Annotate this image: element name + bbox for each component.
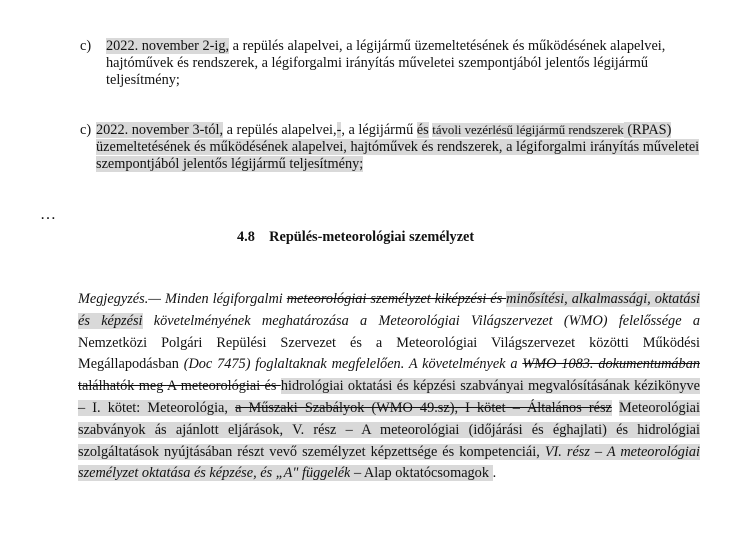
section-heading: 4.8 Repülés-meteorológiai személyzet <box>237 229 475 245</box>
text-segment: a repülés alapelvei, a légijármű üzemeltetésének és működésének alapelvei, hajtóművek és rendszerek, a légiforgalmi irányítás műveletei szempontjából jelentős légijármű teljesítmény; <box>106 38 666 88</box>
note-paragraph <box>78 289 700 485</box>
highlighted-text: távoli vezérlésű légijármű rendszerek <box>432 123 624 137</box>
deleted-text: WMO 1083. dokumentumában <box>522 356 700 373</box>
deleted-text: meteorológiai személyzet kiképzési és <box>286 291 507 307</box>
text-segment: Nemzetközi Polgári Repülési Szervezet és a Meteorológiai Világszervezet közötti Működési Megállapodásban <box>78 334 700 373</box>
deleted-text: találhatók meg <box>78 378 167 395</box>
text-segment: . <box>492 465 497 482</box>
deleted-text: a Műszaki Szabályok (WMO 49.sz), I kötet – Általános rész <box>235 399 612 416</box>
item-text <box>86 122 710 173</box>
highlighted-text: 2022. november 3-tól, <box>96 122 224 138</box>
item-text <box>106 38 710 89</box>
ellipsis: … <box>40 206 57 223</box>
deleted-text: A meteorológiai és <box>166 378 281 395</box>
list-item-c-until-nov2 <box>80 38 710 89</box>
text-segment <box>612 400 619 416</box>
text-segment: , a légijármű <box>341 122 417 138</box>
text-segment: (Doc 7475) foglaltaknak megfelelően. A követelmények a <box>183 356 523 373</box>
highlighted-text: VI. rész – A meteorológiai személyzet oktatása és képzése, és „A" függelék <box>78 443 700 482</box>
highlighted-text: 2022. november 2-ig, <box>106 38 230 54</box>
text-segment: Megjegyzés.— Minden légiforgalmi <box>78 291 287 307</box>
highlighted-text: - <box>336 122 342 138</box>
highlighted-text: hidrológiai oktatási és képzési szabványai megvalósításának kézikönyve – I. kötet: Meteorológia, <box>78 378 700 416</box>
list-item-c-from-nov3 <box>80 122 710 173</box>
text-segment: a repülés alapelvei, <box>223 122 337 138</box>
item-label: c) <box>80 38 92 54</box>
highlighted-text: (RPAS) üzemeltetésének és működésének alapelvei, hajtóművek és rendszerek, a légiforgalmi irányítás műveletei szempontjából jelentős légijármű teljesítmény; <box>96 122 700 172</box>
highlighted-text: minősítési, alkalmassági, oktatási és képzési <box>78 291 700 329</box>
highlighted-text: és <box>416 122 429 138</box>
item-label: c) <box>80 122 92 138</box>
highlighted-text: – Alap oktatócsomagok <box>350 465 493 482</box>
highlighted-text: Meteorológiai szabványok ás ajánlott eljárások, V. rész – A meteorológiai (időjárási és éghajlati) és hidrológiai szolgáltatások nyújtásában részt vevő személyzet képzettsége és kompetenciái, <box>78 399 700 460</box>
text-segment: követelményének meghatározása a Meteorológiai Világszervezet (WMO) felelőssége a <box>142 312 700 329</box>
